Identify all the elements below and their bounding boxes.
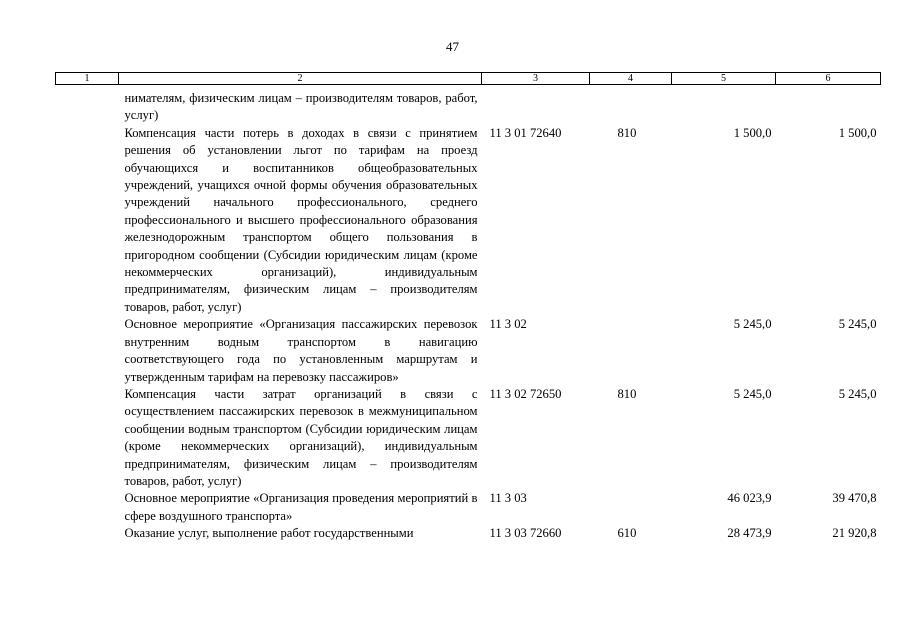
row-number-cell [56,316,119,386]
row-number-cell [56,125,119,316]
row-number-cell [56,490,119,525]
table-row [56,125,881,316]
row-amount-5: 46 023,9 [727,491,772,506]
row-name: Компенсация части затрат организаций в связи с осуществлением пассажирских перевозок в межмуниципальном сообщении водным транспортом (Субсидии юридическим лицам (кроме некоммерческих организаций), индивидуальным предпринимателям, физическим лицам – производителям товаров, работ, услуг) [124,386,478,488]
row-amount-5 [672,85,776,125]
column-header-4: 4 [590,73,672,85]
row-amount-5: 5 245,0 [733,317,772,332]
page-number: 47 [446,39,459,54]
row-name: Основное мероприятие «Организация проведения мероприятий в сфере воздушного транспорта» [124,491,478,523]
row-code: 11 3 02 72650 [489,386,562,401]
row-name: нимателям, физическим лицам – производителям товаров, работ, услуг) [124,91,478,123]
column-header-6: 6 [776,73,881,85]
row-amount-6: 5 245,0 [838,386,877,401]
row-amount-6: 21 920,8 [832,526,877,541]
row-amount-5: 5 245,0 [733,386,772,401]
row-code: 11 3 02 [489,317,527,332]
budget-table [55,72,881,543]
column-header-3: 3 [482,73,590,85]
row-name: Оказание услуг, выполнение работ государственными [124,526,414,541]
table-row [56,316,881,386]
row-expense-type: 810 [617,386,637,401]
row-code: 11 3 03 72660 [489,526,562,541]
row-expense-type [590,490,672,525]
table-row [56,386,881,490]
row-amount-6: 39 470,8 [832,491,877,506]
row-amount-5: 1 500,0 [733,125,772,140]
row-number-cell [56,85,119,125]
row-name: Основное мероприятие «Организация пассажирских перевозок внутренним водным транспортом в навигацию соответствующего года по установленным маршрутам и утвержденным тарифам на перевозку пассажиров» [124,317,478,384]
row-name: Компенсация части потерь в доходах в связи с принятием решения об установлении льгот по тарифам на проезд обучающихся и воспитанников общеобразовательных учреждений, учащихся очной формы обучения образовательных учреждений начального профессионального, среднего профессионального и высшего профессионального образования железнодорожным транспортом общего пользования в пригородном сообщении (Субсидии юридическим лицам (кроме некоммерческих организаций), индивидуальным предпринимателям, физическим лицам – производителям товаров, работ, услуг) [124,125,478,314]
row-code: 11 3 01 72640 [489,125,562,140]
table-body [56,85,881,543]
row-amount-6: 1 500,0 [838,125,877,140]
table-row [56,525,881,542]
header-row [56,73,881,85]
row-amount-6 [776,85,881,125]
row-number-cell [56,386,119,490]
table-header [56,73,881,85]
column-header-1: 1 [56,73,119,85]
row-expense-type: 610 [617,526,637,541]
column-header-5: 5 [672,73,776,85]
row-code: 11 3 03 [489,491,527,506]
row-amount-6: 5 245,0 [838,317,877,332]
table-row [56,490,881,525]
row-amount-5: 28 473,9 [727,526,772,541]
row-expense-type [590,85,672,125]
table-row [56,85,881,125]
row-expense-type: 810 [617,125,637,140]
column-header-2: 2 [119,73,482,85]
row-code [482,85,590,125]
row-expense-type [590,316,672,386]
row-number-cell [56,525,119,542]
